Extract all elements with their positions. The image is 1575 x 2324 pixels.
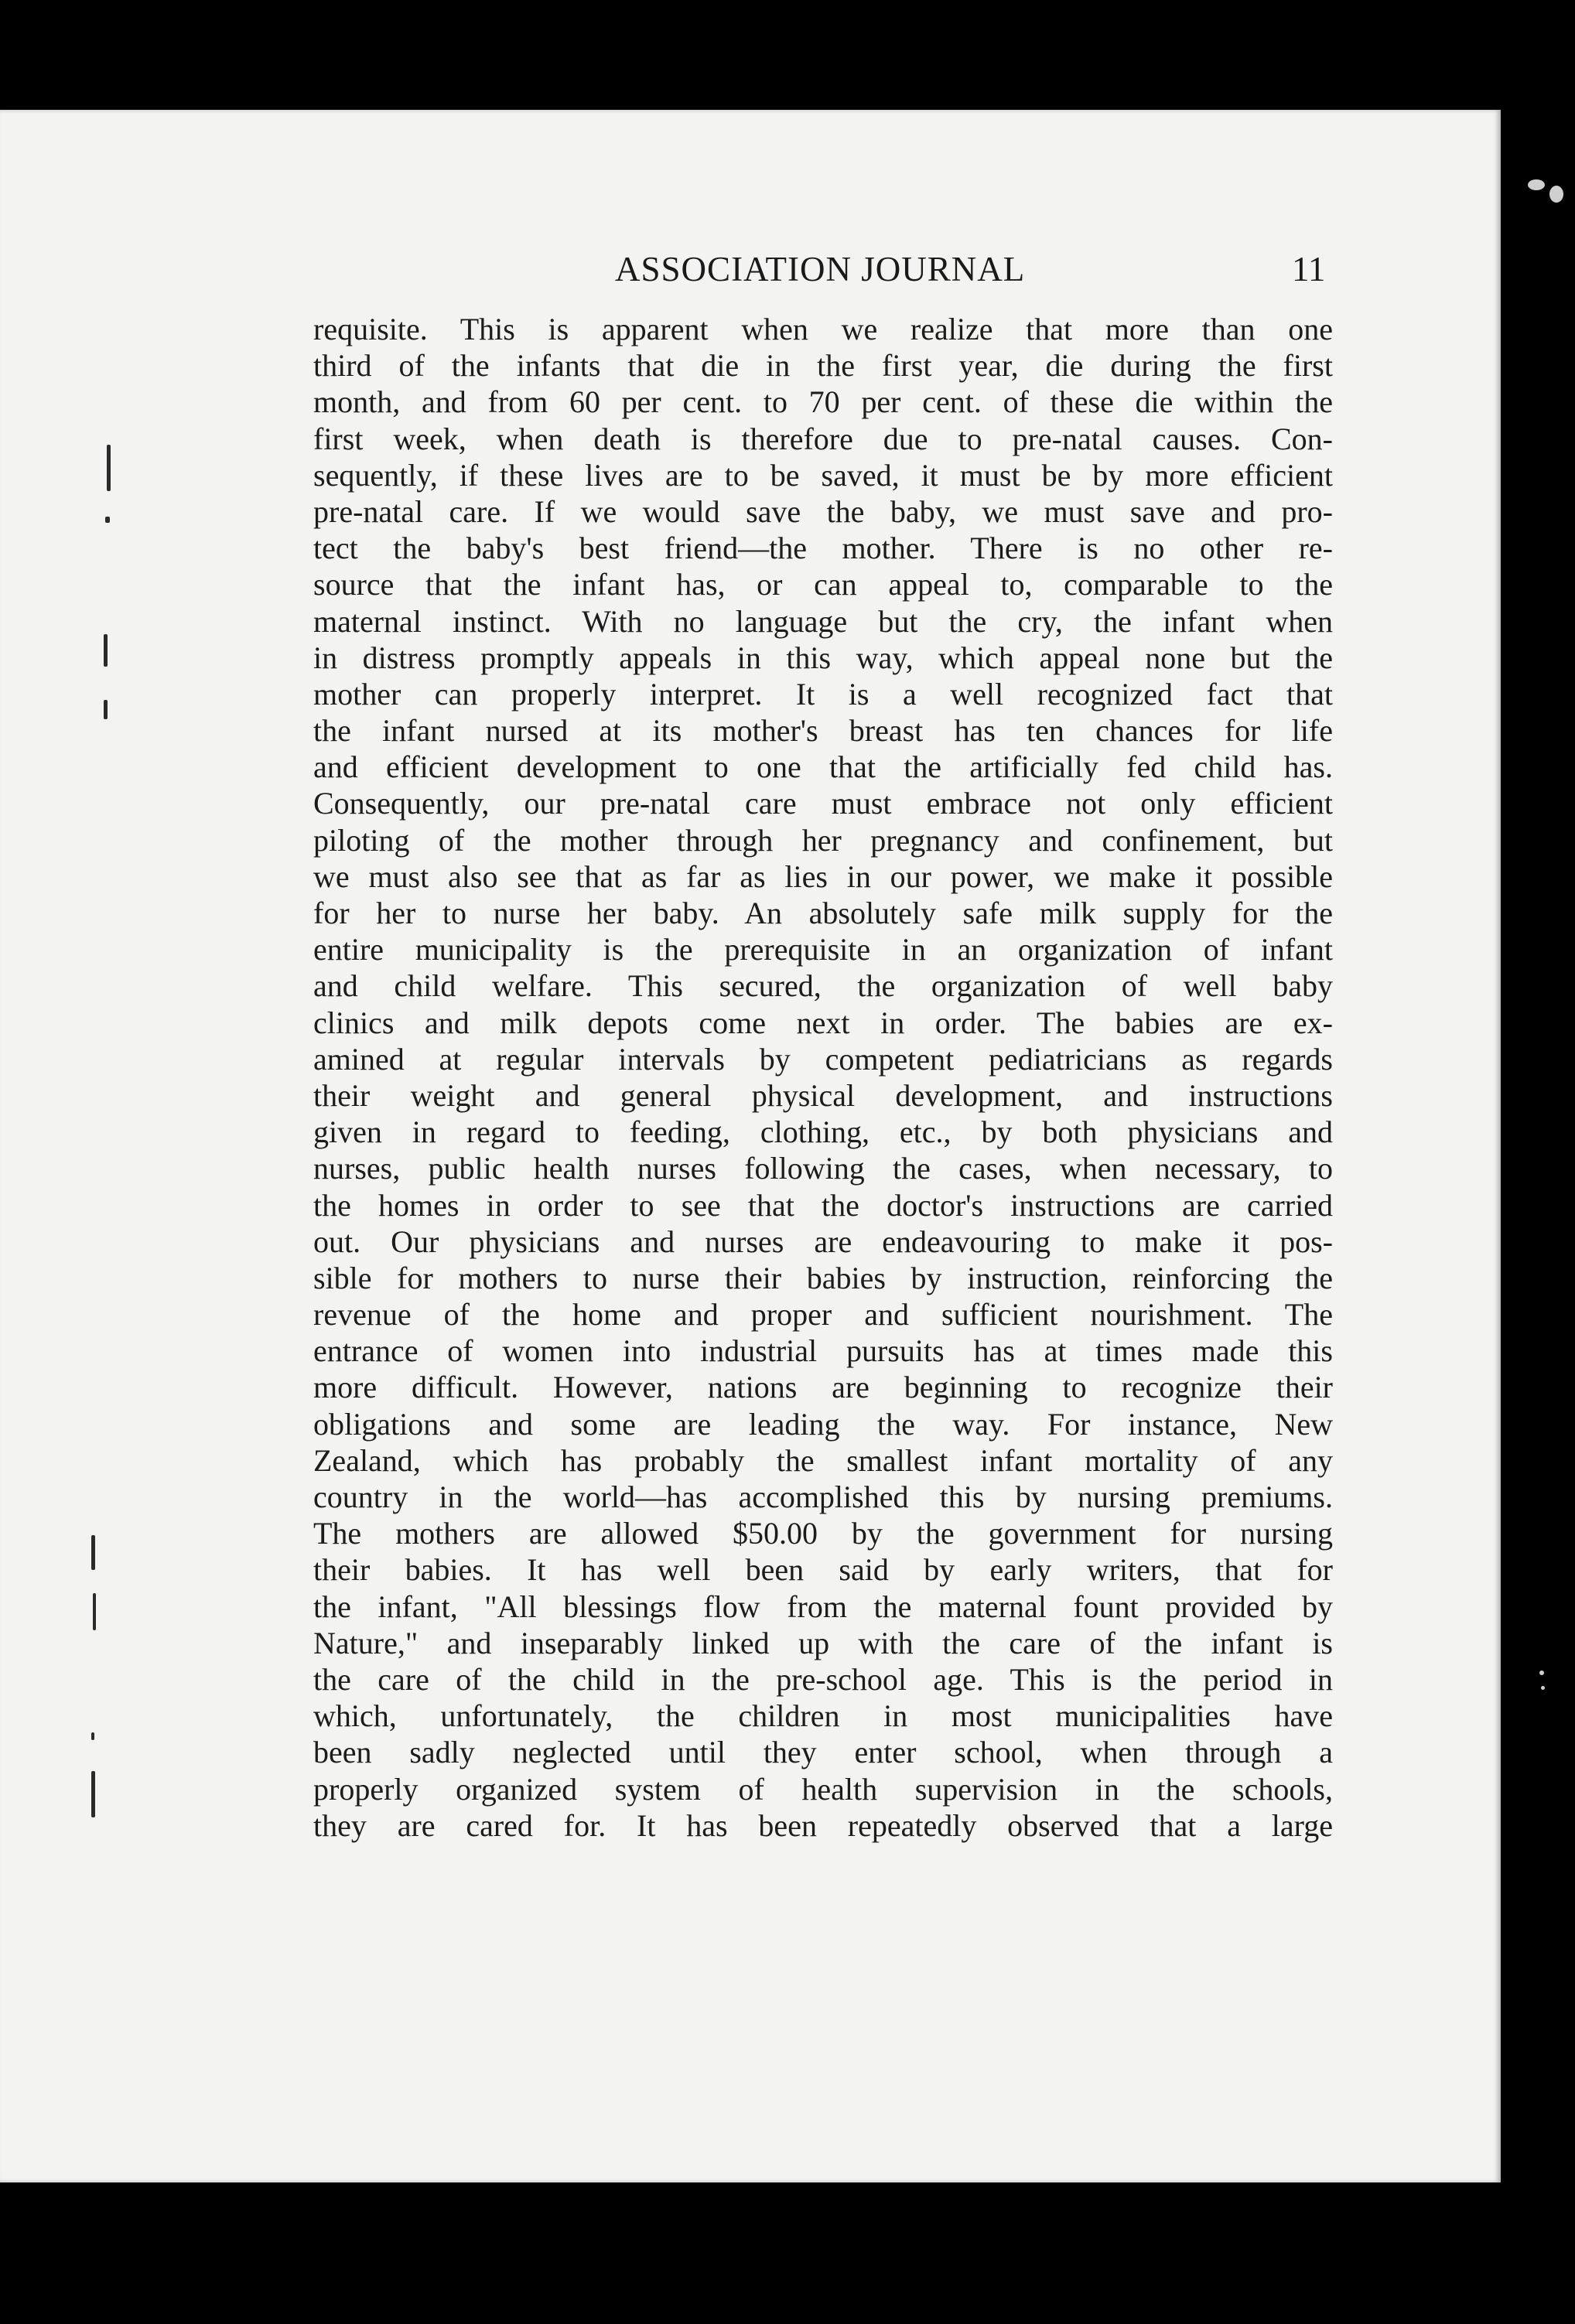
text-line: source that the infant has, or can appeal to, comparable to the (313, 567, 1333, 602)
margin-mark (93, 1593, 96, 1630)
text-line: the infant, "All blessings flow from the maternal fount provided by (313, 1589, 1333, 1624)
text-line: more difficult. However, nations are beginning to recognize their (313, 1370, 1333, 1405)
running-title: ASSOCIATION JOURNAL (615, 250, 1026, 288)
margin-mark (91, 1771, 95, 1817)
scan-speck (1549, 186, 1563, 203)
margin-mark (105, 517, 110, 523)
text-line: properly organized system of health supervision in the schools, (313, 1771, 1333, 1807)
text-line: in distress promptly appeals in this way, which appeal none but the (313, 640, 1333, 675)
body-text (313, 311, 1333, 1844)
text-line: revenue of the home and proper and sufficient nourishment. The (313, 1297, 1333, 1333)
text-line: entire municipality is the prerequisite in an organization of infant (313, 932, 1333, 967)
text-line: third of the infants that die in the first year, die during the first (313, 348, 1333, 384)
text-line: month, and from 60 per cent. to 70 per cent. of these die within the (313, 384, 1333, 420)
page-number: 11 (1292, 250, 1326, 288)
text-line: we must also see that as far as lies in our power, we make it possible (313, 858, 1333, 894)
text-line: which, unfortunately, the children in most municipalities have (313, 1698, 1333, 1734)
text-line: and efficient development to one that the artificially fed child has. (313, 749, 1333, 785)
text-line: pre-natal care. If we would save the baby, we must save and pro- (313, 493, 1333, 529)
text-line: their babies. It has well been said by early writers, that for (313, 1552, 1333, 1588)
text-line: mother can properly interpret. It is a well recognized fact that (313, 676, 1333, 712)
text-line: requisite. This is apparent when we realize that more than one (313, 312, 1333, 346)
scan-speck (1539, 1670, 1544, 1675)
text-line: The mothers are allowed $50.00 by the government for nursing (313, 1516, 1333, 1551)
page-header (0, 249, 1501, 303)
text-line: clinics and milk depots come next in order. The babies are ex- (313, 1005, 1333, 1040)
text-line: the care of the child in the pre-school age. This is the period in (313, 1661, 1333, 1697)
text-line: maternal instinct. With no language but the cry, the infant when (313, 603, 1333, 639)
scan-speck (1541, 1686, 1545, 1690)
text-line: for her to nurse her baby. An absolutely safe milk supply for the (313, 896, 1333, 930)
text-line: obligations and some are leading the way. For instance, New (313, 1406, 1333, 1442)
text-line: piloting of the mother through her pregnancy and confinement, but (313, 822, 1333, 858)
text-line: given in regard to feeding, clothing, etc., by both physicians and (313, 1114, 1333, 1150)
text-line: out. Our physicians and nurses are endeavouring to make it pos- (313, 1223, 1333, 1259)
text-line: entrance of women into industrial pursuits has at times made this (313, 1333, 1333, 1369)
text-line: the homes in order to see that the doctor's instructions are carried (313, 1187, 1333, 1223)
text-line: Consequently, our pre-natal care must embrace not only efficient (313, 786, 1333, 821)
text-line: been sadly neglected until they enter school, when through a (313, 1735, 1333, 1770)
text-line: Zealand, which has probably the smallest infant mortality of any (313, 1442, 1333, 1478)
text-line: they are cared for. It has been repeatedly observed that a large (313, 1807, 1333, 1843)
text-line: first week, when death is therefore due to pre-natal causes. Con- (313, 421, 1333, 456)
text-line: tect the baby's best friend—the mother. There is no other re- (313, 531, 1333, 566)
text-line: their weight and general physical development, and instructions (313, 1077, 1333, 1113)
margin-mark (91, 1535, 95, 1570)
text-line: sequently, if these lives are to be saved, it must be by more efficient (313, 457, 1333, 493)
text-line: sible for mothers to nurse their babies by instruction, reinforcing the (313, 1260, 1333, 1295)
text-line: the infant nursed at its mother's breast has ten chances for life (313, 713, 1333, 749)
margin-mark (107, 445, 111, 491)
margin-mark (91, 1732, 94, 1740)
text-line: nurses, public health nurses following the cases, when necessary, to (313, 1151, 1333, 1186)
text-line: and child welfare. This secured, the organization of well baby (313, 968, 1333, 1004)
text-line: amined at regular intervals by competent pediatricians as regards (313, 1041, 1333, 1077)
margin-mark (104, 700, 108, 719)
text-line: Nature," and inseparably linked up with the care of the infant is (313, 1625, 1333, 1660)
scan-speck (1528, 179, 1545, 190)
margin-mark (104, 634, 108, 667)
text-line: country in the world—has accomplished this by nursing premiums. (313, 1479, 1333, 1514)
